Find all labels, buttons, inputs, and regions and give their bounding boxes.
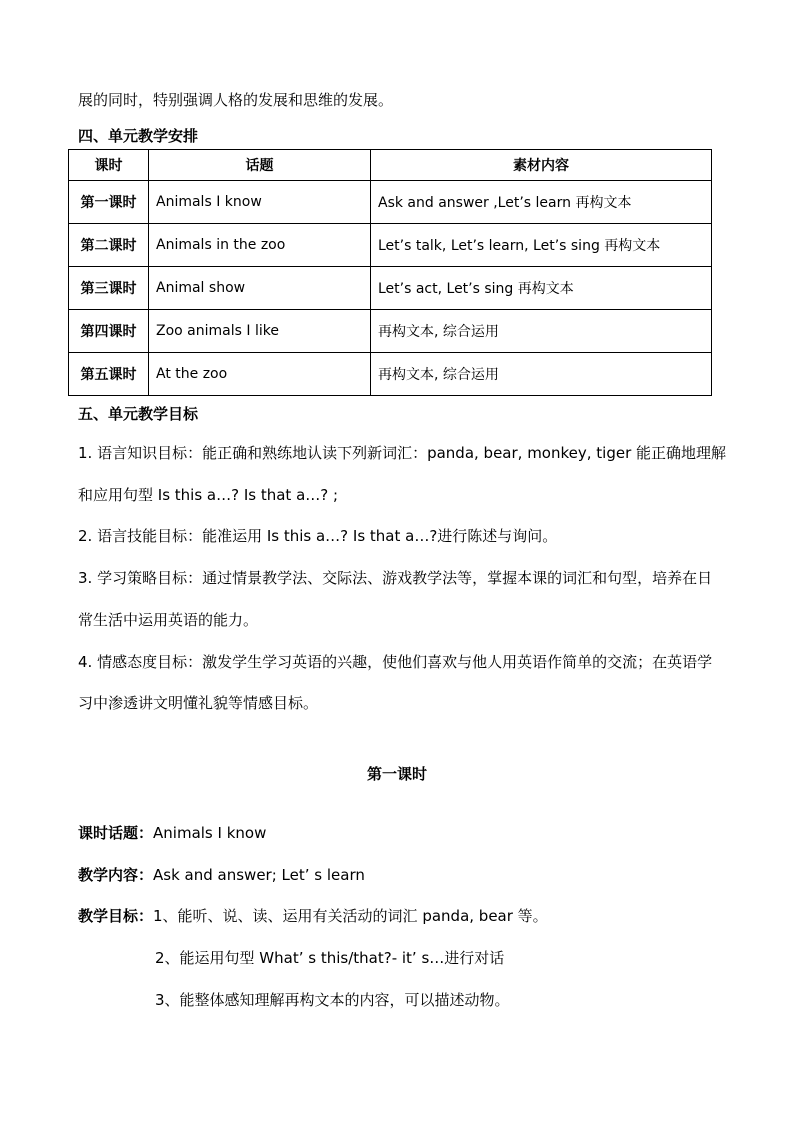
goal1-line2: 和应用句型 Is this a…? Is that a…? ; <box>78 486 339 504</box>
table-header-row <box>69 150 712 181</box>
content-value: Ask and answer; Let’ s learn <box>153 866 365 884</box>
goal3-line2: 常生活中运用英语的能力。 <box>78 611 259 629</box>
lesson-plan-table <box>68 149 712 396</box>
lesson-cell: 第一课时 <box>69 181 149 224</box>
lesson1-content-line <box>78 864 365 885</box>
table-row <box>69 224 712 267</box>
topic-cell: Animal show <box>149 267 371 310</box>
table-row <box>69 181 712 224</box>
lesson1-objective1-line <box>78 905 548 926</box>
topic-label: 课时话题： <box>78 824 154 842</box>
table-row <box>69 310 712 353</box>
lesson1-title: 第一课时 <box>366 765 427 783</box>
material-cell: Let’s act, Let’s sing 再构文本 <box>371 267 712 310</box>
goal2-text: 2. 语言技能目标：能准运用 Is this a…? Is that a…?进行陈述与询问。 <box>78 527 558 545</box>
objective3-text: 3、能整体感知理解再构文本的内容，可以描述动物。 <box>155 991 510 1009</box>
objective2-text: 2、能运用句型 What’ s this/that?- it’ s…进行对话 <box>155 949 505 967</box>
intro-tail-text: 展的同时，特别强调人格的发展和思维的发展。 <box>78 91 394 109</box>
lesson-cell: 第二课时 <box>69 224 149 267</box>
header-material: 素材内容 <box>371 150 712 181</box>
material-cell: 再构文本, 综合运用 <box>371 353 712 396</box>
goal3-line1: 3. 学习策略目标：通过情景教学法、交际法、游戏教学法等，掌握本课的词汇和句型，培养在日 <box>78 569 713 587</box>
topic-cell: Animals I know <box>149 181 371 224</box>
topic-cell: At the zoo <box>149 353 371 396</box>
goal4-line1: 4. 情感态度目标：激发学生学习英语的兴趣，使他们喜欢与他人用英语作简单的交流；在英语学 <box>78 653 713 671</box>
section4-heading: 四、单元教学安排 <box>78 127 199 145</box>
material-cell: 再构文本, 综合运用 <box>371 310 712 353</box>
lesson-cell: 第四课时 <box>69 310 149 353</box>
lesson-cell: 第五课时 <box>69 353 149 396</box>
topic-cell: Zoo animals I like <box>149 310 371 353</box>
header-topic: 话题 <box>149 150 371 181</box>
section5-heading: 五、单元教学目标 <box>78 405 199 423</box>
topic-value: Animals I know <box>153 824 267 842</box>
topic-cell: Animals in the zoo <box>149 224 371 267</box>
header-lesson: 课时 <box>69 150 149 181</box>
content-label: 教学内容： <box>78 866 154 884</box>
table-row <box>69 353 712 396</box>
goal1-line1: 1. 语言知识目标：能正确和熟练地认读下列新词汇：panda, bear, monkey, tiger 能正确地理解 <box>78 444 727 462</box>
objective1-text: 1、能听、说、读、运用有关活动的词汇 panda, bear 等。 <box>153 907 548 925</box>
goal4-line2: 习中渗透讲文明懂礼貌等情感目标。 <box>78 694 319 712</box>
material-cell: Ask and answer ,Let’s learn 再构文本 <box>371 181 712 224</box>
lesson1-topic-line <box>78 822 266 843</box>
material-cell: Let’s talk, Let’s learn, Let’s sing 再构文本 <box>371 224 712 267</box>
lesson-cell: 第三课时 <box>69 267 149 310</box>
table-row <box>69 267 712 310</box>
objectives-label: 教学目标： <box>78 907 154 925</box>
